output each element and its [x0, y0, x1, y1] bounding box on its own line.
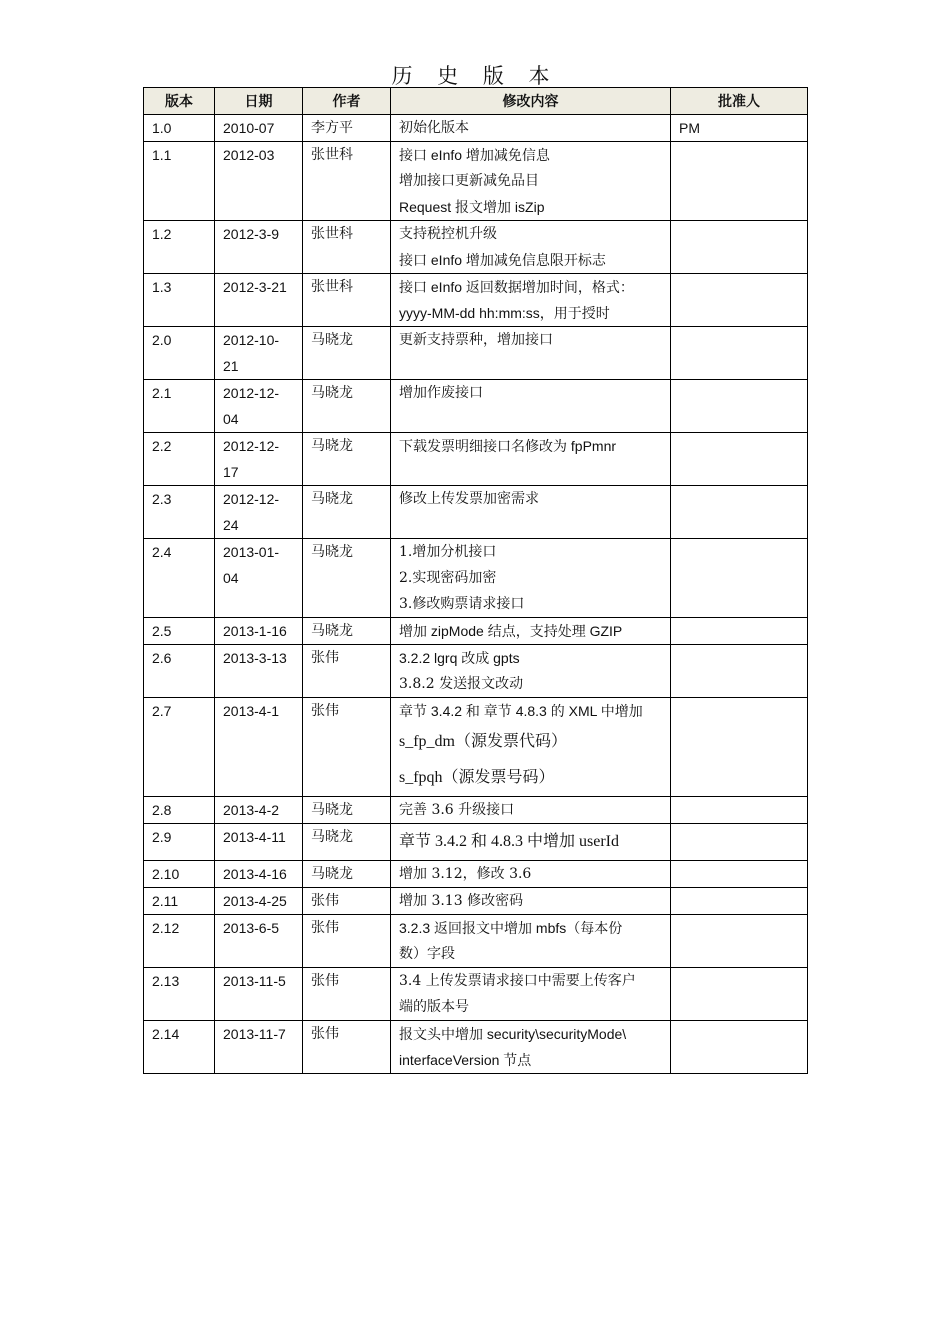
changes-cell [391, 824, 671, 861]
approver-cell [671, 915, 808, 968]
author-cell: 马晓龙 [303, 380, 391, 433]
changes-cell [391, 888, 671, 915]
approver-cell [671, 486, 808, 539]
change-line: 增加作废接口 [399, 385, 483, 401]
version-cell: 2.13 [144, 968, 215, 1021]
change-line: 增加 zipMode 结点，支持处理 GZIP [399, 623, 623, 639]
changes-cell [391, 797, 671, 824]
change-line: 初始化版本 [399, 120, 469, 136]
author-cell: 马晓龙 [303, 618, 391, 645]
author-cell: 马晓龙 [303, 433, 391, 486]
author-cell: 马晓龙 [303, 327, 391, 380]
approver-cell: PM [671, 115, 808, 142]
change-line: 下载发票明细接口名修改为 fpPmnr [399, 438, 617, 454]
approver-cell [671, 861, 808, 888]
changes-cell [391, 380, 671, 433]
author-cell: 张世科 [303, 142, 391, 221]
author-cell: 张伟 [303, 1021, 391, 1074]
version-cell: 2.6 [144, 645, 215, 698]
version-cell: 1.0 [144, 115, 215, 142]
date-cell: 2013-11-5 [215, 968, 303, 1021]
change-line: 报文头中增加 security\securityMode\ [399, 1026, 627, 1042]
date-cell: 2013-4-11 [215, 824, 303, 861]
change-line: 章节 3.4.2 和 4.8.3 中增加 userId [399, 833, 619, 850]
date-cell: 2012-12-24 [215, 486, 303, 539]
change-line: yyyy-MM-dd hh:mm:ss，用于授时 [399, 305, 610, 321]
change-line: 增加 3.13 修改密码 [399, 893, 524, 909]
table-row [144, 327, 808, 380]
approver-cell [671, 433, 808, 486]
change-line: 3.8.2 发送报文改动 [399, 676, 524, 692]
date-cell: 2013-01-04 [215, 539, 303, 618]
author-cell: 马晓龙 [303, 824, 391, 861]
table-row [144, 698, 808, 797]
change-line: 数）字段 [399, 946, 455, 962]
approver-cell [671, 618, 808, 645]
version-cell: 1.3 [144, 274, 215, 327]
date-cell: 2013-3-13 [215, 645, 303, 698]
author-cell: 马晓龙 [303, 539, 391, 618]
table-row [144, 861, 808, 888]
date-cell: 2013-6-5 [215, 915, 303, 968]
approver-cell [671, 797, 808, 824]
change-line: 完善 3.6 升级接口 [399, 802, 515, 818]
header-changes: 修改内容 [391, 88, 671, 115]
change-line: 增加接口更新减免品目 [399, 173, 539, 189]
date-cell: 2013-4-16 [215, 861, 303, 888]
changes-cell [391, 539, 671, 618]
header-version: 版本 [144, 88, 215, 115]
approver-cell [671, 888, 808, 915]
author-cell: 马晓龙 [303, 797, 391, 824]
changes-cell [391, 861, 671, 888]
table-row [144, 221, 808, 274]
change-line: 3.2.3 返回报文中增加 mbfs（每本份 [399, 920, 623, 936]
approver-cell [671, 698, 808, 797]
author-cell: 张世科 [303, 274, 391, 327]
version-cell: 2.0 [144, 327, 215, 380]
changes-cell [391, 486, 671, 539]
header-approver: 批准人 [671, 88, 808, 115]
date-cell: 2012-03 [215, 142, 303, 221]
version-cell: 2.9 [144, 824, 215, 861]
changes-cell [391, 115, 671, 142]
change-line: 更新支持票种，增加接口 [399, 332, 553, 348]
author-cell: 张伟 [303, 645, 391, 698]
date-cell: 2010-07 [215, 115, 303, 142]
table-row [144, 645, 808, 698]
date-cell: 2013-11-7 [215, 1021, 303, 1074]
header-date: 日期 [215, 88, 303, 115]
version-cell: 1.2 [144, 221, 215, 274]
version-cell: 2.14 [144, 1021, 215, 1074]
date-cell: 2013-4-25 [215, 888, 303, 915]
changes-cell [391, 142, 671, 221]
change-line: 增加 3.12，修改 3.6 [399, 866, 532, 882]
date-cell: 2012-12-04 [215, 380, 303, 433]
author-cell: 张伟 [303, 915, 391, 968]
version-cell: 1.1 [144, 142, 215, 221]
change-line: 接口 eInfo 返回数据增加时间，格式： [399, 279, 634, 295]
version-cell: 2.10 [144, 861, 215, 888]
author-cell: 张伟 [303, 888, 391, 915]
approver-cell [671, 539, 808, 618]
change-line: 章节 3.4.2 和 章节 4.8.3 的 XML 中增加 [399, 703, 643, 719]
change-line: s_fp_dm（源发票代码） [399, 733, 568, 750]
table-row [144, 915, 808, 968]
table-row [144, 486, 808, 539]
page-title: 历 史 版 本 [391, 64, 559, 88]
version-cell: 2.1 [144, 380, 215, 433]
version-cell: 2.8 [144, 797, 215, 824]
date-cell: 2012-3-9 [215, 221, 303, 274]
date-cell: 2012-10-21 [215, 327, 303, 380]
version-history-table [143, 87, 808, 1074]
approver-cell [671, 380, 808, 433]
changes-cell [391, 915, 671, 968]
date-cell: 2012-3-21 [215, 274, 303, 327]
table-row [144, 618, 808, 645]
change-line: s_fpqh（源发票号码） [399, 769, 555, 786]
change-line: 3.2.2 lgrq 改成 gpts [399, 650, 520, 666]
changes-cell [391, 645, 671, 698]
approver-cell [671, 645, 808, 698]
table-header-row [144, 88, 808, 115]
header-author: 作者 [303, 88, 391, 115]
date-cell: 2013-1-16 [215, 618, 303, 645]
author-cell: 张伟 [303, 698, 391, 797]
approver-cell [671, 327, 808, 380]
changes-cell [391, 221, 671, 274]
author-cell: 马晓龙 [303, 486, 391, 539]
date-cell: 2012-12-17 [215, 433, 303, 486]
change-line: 1.增加分机接口 [399, 544, 497, 560]
changes-cell [391, 968, 671, 1021]
change-line: 3.修改购票请求接口 [399, 596, 525, 612]
changes-cell [391, 433, 671, 486]
change-line: 支持税控机升级 [399, 226, 497, 242]
approver-cell [671, 274, 808, 327]
table-row [144, 888, 808, 915]
table-row [144, 824, 808, 861]
author-cell: 马晓龙 [303, 861, 391, 888]
table-row [144, 797, 808, 824]
approver-cell [671, 142, 808, 221]
table-row [144, 274, 808, 327]
version-cell: 2.12 [144, 915, 215, 968]
approver-cell [671, 968, 808, 1021]
table-row [144, 1021, 808, 1074]
approver-cell [671, 824, 808, 861]
version-cell: 2.3 [144, 486, 215, 539]
table-row [144, 142, 808, 221]
author-cell: 张世科 [303, 221, 391, 274]
table-row [144, 433, 808, 486]
table-row [144, 539, 808, 618]
approver-cell [671, 1021, 808, 1074]
changes-cell [391, 698, 671, 797]
change-line: 修改上传发票加密需求 [399, 491, 539, 507]
author-cell: 张伟 [303, 968, 391, 1021]
change-line: 2.实现密码加密 [399, 570, 497, 586]
table-row [144, 380, 808, 433]
change-line: 3.4 上传发票请求接口中需要上传客户 [399, 973, 636, 989]
change-line: 接口 eInfo 增加减免信息限开标志 [399, 252, 606, 268]
version-cell: 2.2 [144, 433, 215, 486]
changes-cell [391, 618, 671, 645]
version-cell: 2.4 [144, 539, 215, 618]
version-cell: 2.7 [144, 698, 215, 797]
change-line: Request 报文增加 isZip [399, 199, 545, 215]
changes-cell [391, 327, 671, 380]
version-cell: 2.5 [144, 618, 215, 645]
date-cell: 2013-4-1 [215, 698, 303, 797]
approver-cell [671, 221, 808, 274]
changes-cell [391, 1021, 671, 1074]
change-line: 接口 eInfo 增加减免信息 [399, 147, 550, 163]
table-row [144, 115, 808, 142]
changes-cell [391, 274, 671, 327]
date-cell: 2013-4-2 [215, 797, 303, 824]
change-line: interfaceVersion 节点 [399, 1052, 532, 1068]
version-cell: 2.11 [144, 888, 215, 915]
author-cell: 李方平 [303, 115, 391, 142]
table-row [144, 968, 808, 1021]
change-line: 端的版本号 [399, 999, 469, 1015]
